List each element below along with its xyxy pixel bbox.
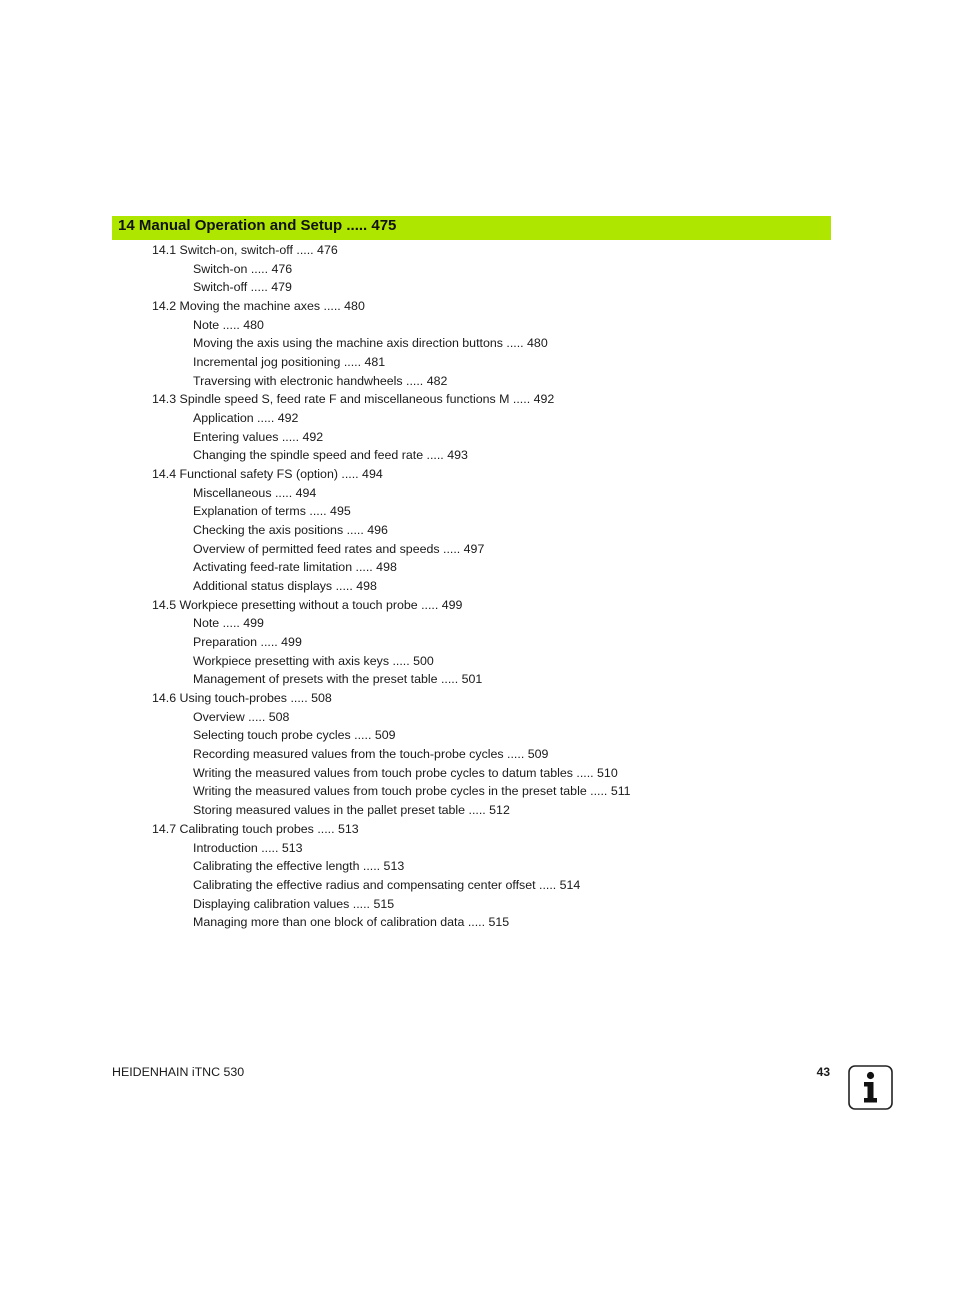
page-number: 43: [816, 1065, 830, 1079]
toc-subsection-entry[interactable]: Introduction ..... 513: [193, 840, 303, 855]
toc-section-entry[interactable]: 14.7 Calibrating touch probes ..... 513: [152, 821, 359, 836]
toc-section-entry[interactable]: 14.2 Moving the machine axes ..... 480: [152, 299, 365, 314]
toc-subsection-entry[interactable]: Recording measured values from the touch-probe cycles ..... 509: [193, 747, 549, 762]
toc-subsection-entry[interactable]: Activating feed-rate limitation ..... 498: [193, 560, 397, 575]
toc-subsection-entry[interactable]: Managing more than one block of calibration data ..... 515: [193, 915, 510, 930]
toc-subsection-entry[interactable]: Displaying calibration values ..... 515: [193, 896, 395, 911]
toc-subsection-entry[interactable]: Incremental jog positioning ..... 481: [193, 355, 386, 370]
toc-subsection-entry[interactable]: Changing the spindle speed and feed rate ..... 493: [193, 448, 468, 463]
chapter-heading: [112, 216, 831, 240]
toc-subsection-entry[interactable]: Switch-on ..... 476: [193, 261, 293, 276]
toc-subsection-entry[interactable]: Moving the axis using the machine axis direction buttons ..... 480: [193, 336, 548, 351]
toc-section-entry[interactable]: 14.4 Functional safety FS (option) ..... 494: [152, 467, 383, 482]
toc-subsection-entry[interactable]: Application ..... 492: [193, 411, 299, 426]
toc-subsection-entry[interactable]: Checking the axis positions ..... 496: [193, 523, 388, 538]
toc-subsection-entry[interactable]: Overview of permitted feed rates and speeds ..... 497: [193, 541, 485, 556]
toc-subsection-entry[interactable]: Overview ..... 508: [193, 709, 290, 724]
toc-subsection-entry[interactable]: Additional status displays ..... 498: [193, 579, 377, 594]
toc-section-entry[interactable]: 14.5 Workpiece presetting without a touch probe ..... 499: [152, 597, 463, 612]
chapter-heading-text: 14 Manual Operation and Setup ..... 475: [118, 217, 397, 234]
toc-subsection-entry[interactable]: Management of presets with the preset table ..... 501: [193, 672, 483, 687]
toc-subsection-entry[interactable]: Storing measured values in the pallet preset table ..... 512: [193, 803, 510, 818]
toc-section-entry[interactable]: 14.6 Using touch-probes ..... 508: [152, 691, 332, 706]
toc-subsection-entry[interactable]: Miscellaneous ..... 494: [193, 485, 317, 500]
toc-section-entry[interactable]: 14.3 Spindle speed S, feed rate F and miscellaneous functions M ..... 492: [152, 392, 555, 407]
info-icon: [848, 1065, 893, 1110]
toc-subsection-entry[interactable]: Traversing with electronic handwheels ..... 482: [193, 373, 448, 388]
toc-subsection-entry[interactable]: Switch-off ..... 479: [193, 280, 292, 295]
toc-subsection-entry[interactable]: Selecting touch probe cycles ..... 509: [193, 728, 396, 743]
toc-section-entry[interactable]: 14.1 Switch-on, switch-off ..... 476: [152, 243, 338, 257]
toc-subsection-entry[interactable]: Note ..... 499: [193, 616, 264, 631]
table-of-contents: [0, 241, 954, 932]
toc-subsection-entry[interactable]: Writing the measured values from touch probe cycles to datum tables ..... 510: [193, 765, 618, 780]
toc-subsection-entry[interactable]: Preparation ..... 499: [193, 635, 302, 650]
toc-subsection-entry[interactable]: Entering values ..... 492: [193, 429, 324, 444]
toc-subsection-entry[interactable]: Explanation of terms ..... 495: [193, 504, 351, 519]
footer-title: HEIDENHAIN iTNC 530: [112, 1065, 245, 1079]
toc-subsection-entry[interactable]: Workpiece presetting with axis keys ..... 500: [193, 653, 434, 668]
toc-subsection-entry[interactable]: Calibrating the effective length ..... 513: [193, 859, 405, 874]
toc-subsection-entry[interactable]: Note ..... 480: [193, 317, 264, 332]
toc-subsection-entry[interactable]: Calibrating the effective radius and compensating center offset ..... 514: [193, 877, 581, 892]
toc-subsection-entry[interactable]: Writing the measured values from touch probe cycles in the preset table ..... 511: [193, 784, 631, 799]
